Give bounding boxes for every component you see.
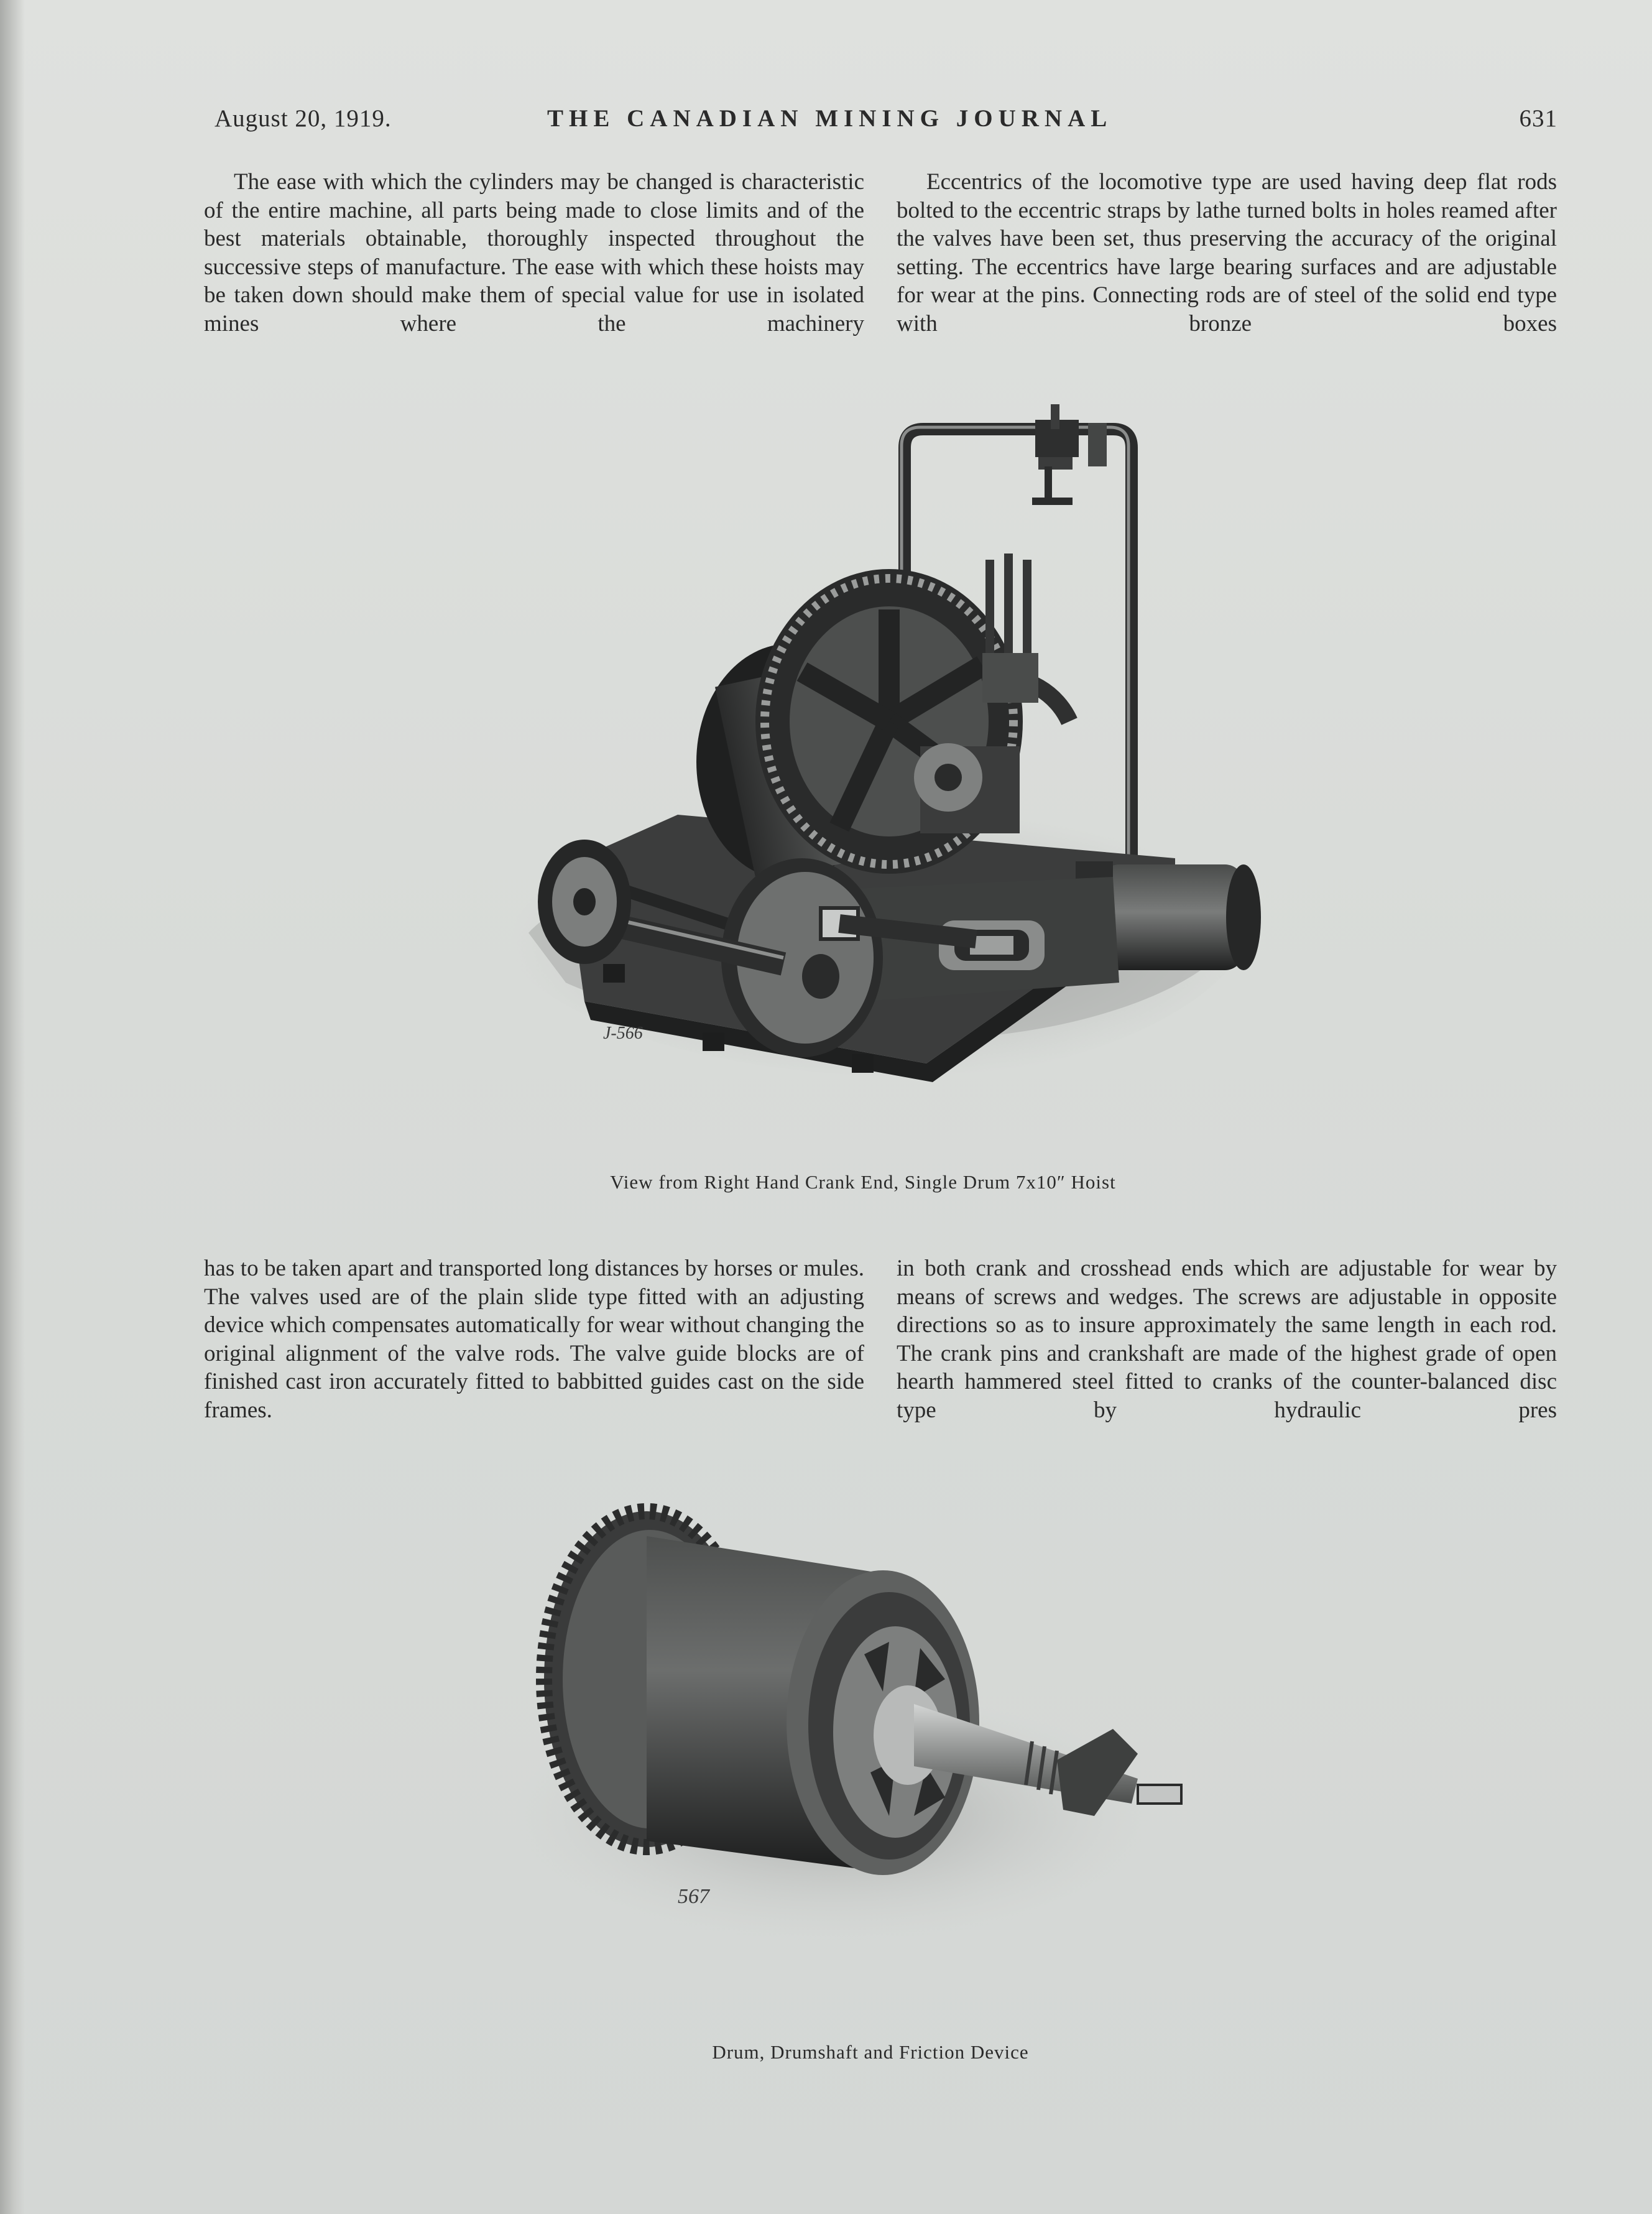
paragraph-top-left: The ease with which the cylinders may be changed is characteristic of the entire machine, all parts being made to close limits and of the best materials obtainable, thoroughly inspected throughout the successive steps of manufacture. The ease with which these hoists may be taken down should make them of special value for use in isolated mines where the machinery [204,169,864,336]
page-spine-shadow [0,0,25,2214]
hoist-illustration [491,404,1299,1151]
paragraph-top-right: Eccentrics of the locomotive type are used having deep flat rods bolted to the eccentric straps by lathe turned bolts in holes reamed after the valves have been set, thus preserving the accuracy of the original setting. The eccentrics have large bearing surfaces and are adjustable for wear at the pins. Connecting rods are of steel of the solid end type with bronze boxes [897,169,1557,336]
journal-title: THE CANADIAN MINING JOURNAL [547,105,1113,132]
page-number: 631 [1519,105,1557,132]
column-mid-right [897,1254,1557,1424]
header-date: August 20, 1919. [215,105,392,132]
column-top-left [204,168,864,338]
paragraph-mid-left: has to be taken apart and transported long distances by horses or mules. The valves used are of the plain slide type fitted with an adjusting device which compensates automatically for wear without changing the original alignment of the valve rods. The valve guide blocks are of finished cast iron accurately fitted to babbitted guides cast on the side frames. [204,1256,864,1423]
paragraph-mid-right: in both crank and crosshead ends which are adjustable for wear by means of screws and wedges. The screws are adjustable in opposite directions so as to insure approximately the same length in each rod. The crank pins and crankshaft are made of the highest grade of open hearth hammered steel fitted to cranks of the counter-balanced disc type by hydraulic pres [897,1256,1557,1423]
hoist-caption: View from Right Hand Crank End, Single Drum 7x10″ Hoist [610,1171,1116,1193]
running-header [215,104,1557,142]
drum-caption: Drum, Drumshaft and Friction Device [712,2041,1029,2063]
drum-plate-number: 567 [678,1885,709,1908]
column-top-right [897,168,1557,338]
drum-illustration [485,1493,1293,1965]
column-mid-left [204,1254,864,1424]
hoist-plate-number: J-566 [603,1024,643,1043]
